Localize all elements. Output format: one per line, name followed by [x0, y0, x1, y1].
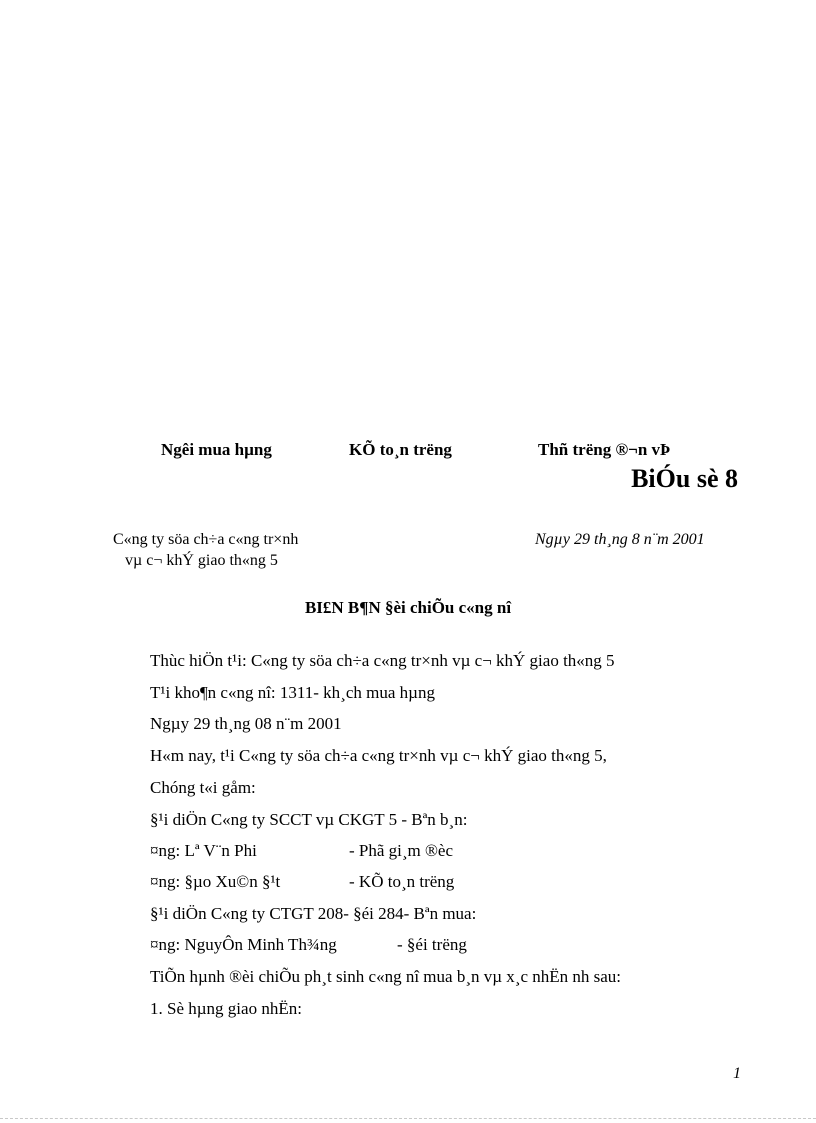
page-bottom-rule: [0, 1118, 816, 1119]
company-name-line-2: vµ c¬ khÝ giao th«ng 5: [125, 552, 278, 569]
seller-rep-2-name: ¤ng: §µo Xu©n §¹t: [150, 872, 281, 891]
body-line-reconciliation: TiÕn hµnh ®èi chiÕu ph¸t sinh c«ng nî mua b¸n vµ x¸c nhËn nh sau:: [150, 967, 622, 986]
company-name-line-1: C«ng ty söa ch÷a c«ng tr×nh: [113, 531, 299, 548]
body-line-today: H«m nay, t¹i C«ng ty söa ch÷a c«ng tr×nh vµ c¬ khÝ giao th«ng 5,: [150, 746, 607, 765]
chief-accountant-signature-label: KÕ to¸n trëng: [349, 440, 452, 459]
section-heading-goods-delivered: 1. Sè hµng giao nhËn:: [150, 999, 302, 1018]
seller-rep-1-name: ¤ng: Lª V¨n Phi: [150, 841, 257, 860]
page-number: 1: [733, 1065, 741, 1082]
buyer-representative-heading: §¹i diÖn C«ng ty CTGT 208- §éi 284- Bªn mua:: [150, 904, 477, 923]
seller-representative-heading: §¹i diÖn C«ng ty SCCT vµ CKGT 5 - Bªn b¸n:: [150, 810, 468, 829]
document-title: BI£N B¶N §èi chiÕu c«ng nî: [304, 598, 512, 617]
seller-rep-1-role: - Phã gi¸m ®èc: [349, 841, 454, 860]
body-line-we-include: Chóng t«i gåm:: [150, 778, 256, 797]
body-line-account: T¹i kho¶n c«ng nî: 1311- kh¸ch mua hµng: [150, 683, 435, 702]
buyer-rep-1-role: - §éi trëng: [397, 935, 467, 954]
body-line-date: Ngµy 29 th¸ng 08 n¨m 2001: [150, 714, 342, 733]
buyer-signature-label: Ngêi mua hµng: [161, 440, 272, 459]
document-date: Ngµy 29 th¸ng 8 n¨m 2001: [535, 531, 705, 548]
buyer-rep-1-name: ¤ng: NguyÔn Minh Th¾ng: [150, 935, 337, 954]
form-number: BiÓu sè 8: [631, 464, 738, 493]
seller-rep-2-role: - KÕ to¸n trëng: [349, 872, 455, 891]
unit-head-signature-label: Thñ trëng ®¬n vÞ: [538, 440, 671, 459]
body-line-location: Thùc hiÖn t¹i: C«ng ty söa ch÷a c«ng tr×nh vµ c¬ khÝ giao th«ng 5: [150, 651, 615, 670]
